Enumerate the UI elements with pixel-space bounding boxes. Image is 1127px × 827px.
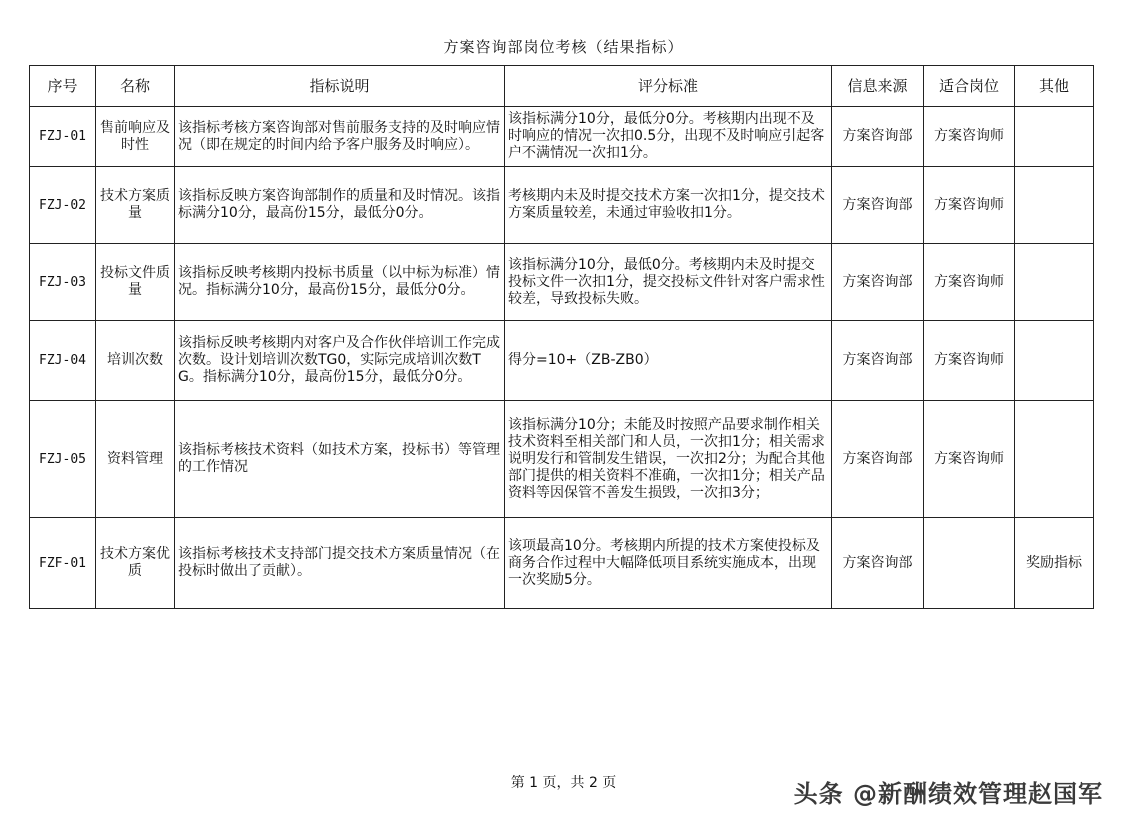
table-row — [30, 518, 1094, 609]
watermark: 头条 @新酬绩效管理赵国军 — [793, 780, 1103, 808]
cell-scoring: 得分=10+（ZB-ZB0） — [505, 321, 832, 401]
cell-description: 该指标考核技术资料（如技术方案，投标书）等管理的工作情况 — [175, 401, 505, 518]
cell-source: 方案咨询部 — [832, 401, 924, 518]
col-header-scoring: 评分标准 — [505, 66, 832, 107]
cell-post: 方案咨询师 — [924, 321, 1015, 401]
cell-scoring: 该指标满分10分，最低分0分。考核期内出现不及时响应的情况一次扣0.5分，出现不及时响应引起客户不满情况一次扣1分。 — [505, 107, 832, 167]
table-row — [30, 167, 1094, 244]
document-title: 方案咨询部岗位考核（结果指标） — [443, 38, 684, 56]
table-row — [30, 321, 1094, 401]
table-row — [30, 107, 1094, 167]
cell-name: 资料管理 — [96, 401, 175, 518]
col-header-name: 名称 — [96, 66, 175, 107]
page-number: 第 1 页，共 2 页 — [510, 775, 617, 791]
cell-name: 技术方案质量 — [96, 167, 175, 244]
cell-description: 该指标反映考核期内对客户及合作伙伴培训工作完成次数。设计划培训次数TG0，实际完成培训次数TG。指标满分10分，最高份15分，最低分0分。 — [175, 321, 505, 401]
cell-post: 方案咨询师 — [924, 401, 1015, 518]
cell-description: 该指标反映考核期内投标书质量（以中标为标准）情况。指标满分10分，最高份15分，最低分0分。 — [175, 244, 505, 321]
cell-source: 方案咨询部 — [832, 107, 924, 167]
cell-scoring: 该指标满分10分；未能及时按照产品要求制作相关技术资料至相关部门和人员，一次扣1分；相关需求说明发行和管制发生错误，一次扣2分；为配合其他部门提供的相关资料不准确，一次扣1分；相关产品资料等因保管不善发生损毁，一次扣3分； — [505, 401, 832, 518]
cell-source: 方案咨询部 — [832, 244, 924, 321]
cell-post: 方案咨询师 — [924, 107, 1015, 167]
col-header-other: 其他 — [1015, 66, 1094, 107]
cell-other — [1015, 107, 1094, 167]
table-row — [30, 244, 1094, 321]
cell-id: FZJ-03 — [30, 244, 96, 321]
cell-other — [1015, 321, 1094, 401]
col-header-id: 序号 — [30, 66, 96, 107]
col-header-source: 信息来源 — [832, 66, 924, 107]
assessment-table — [29, 65, 1094, 609]
cell-id: FZJ-04 — [30, 321, 96, 401]
cell-other — [1015, 401, 1094, 518]
cell-id: FZJ-01 — [30, 107, 96, 167]
cell-name: 培训次数 — [96, 321, 175, 401]
cell-post: 方案咨询师 — [924, 244, 1015, 321]
cell-other: 奖励指标 — [1015, 518, 1094, 609]
cell-scoring: 该指标满分10分，最低0分。考核期内未及时提交投标文件一次扣1分，提交投标文件针对客户需求性较差，导致投标失败。 — [505, 244, 832, 321]
cell-description: 该指标考核方案咨询部对售前服务支持的及时响应情况（即在规定的时间内给予客户服务及时响应）。 — [175, 107, 505, 167]
cell-description: 该指标考核技术支持部门提交技术方案质量情况（在投标时做出了贡献）。 — [175, 518, 505, 609]
cell-id: FZJ-02 — [30, 167, 96, 244]
header-row — [30, 66, 1094, 107]
cell-name: 技术方案优质 — [96, 518, 175, 609]
cell-other — [1015, 167, 1094, 244]
cell-name: 投标文件质量 — [96, 244, 175, 321]
cell-source: 方案咨询部 — [832, 167, 924, 244]
cell-scoring: 考核期内未及时提交技术方案一次扣1分，提交技术方案质量较差，未通过审验收扣1分。 — [505, 167, 832, 244]
cell-source: 方案咨询部 — [832, 321, 924, 401]
cell-post: 方案咨询师 — [924, 167, 1015, 244]
table-row — [30, 401, 1094, 518]
cell-id: FZF-01 — [30, 518, 96, 609]
cell-scoring: 该项最高10分。考核期内所提的技术方案使投标及商务合作过程中大幅降低项目系统实施成本，出现一次奖励5分。 — [505, 518, 832, 609]
cell-id: FZJ-05 — [30, 401, 96, 518]
col-header-post: 适合岗位 — [924, 66, 1015, 107]
cell-name: 售前响应及时性 — [96, 107, 175, 167]
cell-other — [1015, 244, 1094, 321]
cell-source: 方案咨询部 — [832, 518, 924, 609]
cell-description: 该指标反映方案咨询部制作的质量和及时情况。该指标满分10分，最高份15分，最低分0分。 — [175, 167, 505, 244]
cell-post — [924, 518, 1015, 609]
col-header-description: 指标说明 — [175, 66, 505, 107]
